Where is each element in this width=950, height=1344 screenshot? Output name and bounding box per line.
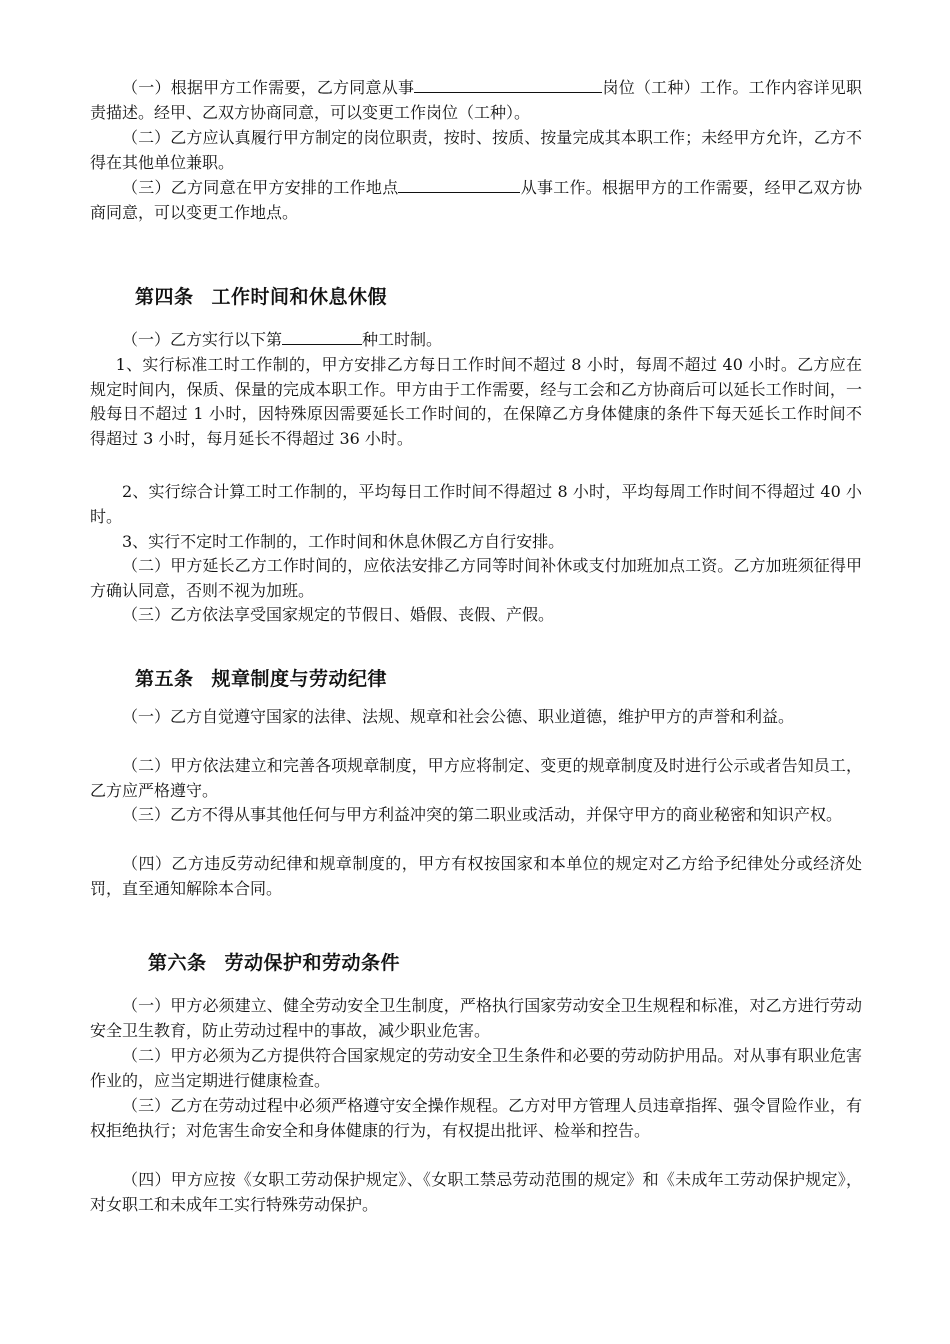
article-title: 劳动保护和劳动条件 — [224, 952, 401, 974]
clause-text: 种工时制。 — [362, 330, 443, 349]
article-4-heading — [135, 282, 387, 309]
article-5-clause-2: （二）甲方依法建立和完善各项规章制度，甲方应将制定、变更的规章制度及时进行公示或者告知员工，乙方应严格遵守。 — [90, 756, 862, 800]
article-6-clause-2: （二）甲方必须为乙方提供符合国家规定的劳动安全卫生条件和必要的劳动防护用品。对从事有职业危害作业的，应当定期进行健康检查。 — [90, 1046, 862, 1090]
article-4-standard-hours: 1、实行标准工时工作制的，甲方安排乙方每日工作时间不超过 8 小时，每周不超过 40 小时。乙方应在规定时间内，保质、保量的完成本职工作。甲方由于工作需要，经与工会和乙方协商后可以延长工作时间，一般每日不超过 1 小时，因特殊原因需要延长工作时间的，在保障乙方身体健康的条件下每天延长工作时间不得超过 3 小时，每月延长不得超过 36 小时。 — [90, 355, 862, 448]
article-5-clause-3: （三）乙方不得从事其他任何与甲方利益冲突的第二职业或活动，并保守甲方的商业秘密和知识产权。 — [122, 805, 843, 824]
article-number: 第六条 — [148, 952, 207, 974]
article-5-clause-4: （四）乙方违反劳动纪律和规章制度的，甲方有权按国家和本单位的规定对乙方给予纪律处分或经济处罚，直至通知解除本合同。 — [90, 854, 862, 898]
article-4-clause-3: （三）乙方依法享受国家规定的节假日、婚假、丧假、产假。 — [122, 605, 555, 624]
article-4-comprehensive-hours: 2、实行综合计算工时工作制的，平均每日工作时间不得超过 8 小时，平均每周工作时间不得超过 40 小时。 — [90, 482, 862, 526]
clause-text: （一）根据甲方工作需要，乙方同意从事 — [122, 78, 415, 97]
article-title: 工作时间和休息休假 — [211, 286, 388, 308]
work-location-blank — [398, 176, 520, 193]
article-6-clause-1: （一）甲方必须建立、健全劳动安全卫生制度，严格执行国家劳动安全卫生规程和标准，对乙方进行劳动安全卫生教育，防止劳动过程中的事故，减少职业危害。 — [90, 996, 862, 1040]
hours-system-blank — [282, 328, 362, 345]
article-title: 规章制度与劳动纪律 — [211, 668, 388, 690]
article-number: 第五条 — [135, 668, 194, 690]
article-6-clause-3: （三）乙方在劳动过程中必须严格遵守安全操作规程。乙方对甲方管理人员违章指挥、强令冒险作业，有权拒绝执行；对危害生命安全和身体健康的行为，有权提出批评、检举和控告。 — [90, 1096, 862, 1140]
clause-job-position — [90, 76, 862, 125]
article-4-clause-1 — [90, 328, 862, 353]
clause-text: 从事工作。根据甲方的工作需要，经甲乙双方协商同意，可以变更工作地点。 — [90, 178, 862, 222]
clause-text: 岗位（工种）工作。工作内容详见职责描述。经甲、乙双方协商同意，可以变更工作岗位（工种）。 — [90, 78, 862, 122]
article-5-heading — [135, 664, 387, 691]
clause-text: （三）乙方同意在甲方安排的工作地点 — [122, 178, 399, 197]
article-6-clause-4: （四）甲方应按《女职工劳动保护规定》、《女职工禁忌劳动范围的规定》和《未成年工劳动保护规定》，对女职工和未成年工实行特殊劳动保护。 — [90, 1170, 862, 1214]
clause-text: （一）乙方实行以下第 — [122, 330, 283, 349]
job-position-blank — [414, 76, 602, 93]
article-5-clause-1: （一）乙方自觉遵守国家的法律、法规、规章和社会公德、职业道德，维护甲方的声誉和利益。 — [122, 707, 795, 726]
clause-duties: （二）乙方应认真履行甲方制定的岗位职责，按时、按质、按量完成其本职工作；未经甲方允许，乙方不得在其他单位兼职。 — [90, 128, 862, 172]
article-4-clause-2: （二）甲方延长乙方工作时间的，应依法安排乙方同等时间补休或支付加班加点工资。乙方加班须征得甲方确认同意，否则不视为加班。 — [90, 556, 862, 600]
article-number: 第四条 — [135, 286, 194, 308]
article-6-heading — [148, 948, 400, 975]
clause-work-location — [90, 176, 862, 225]
article-4-flexible-hours: 3、实行不定时工作制的，工作时间和休息休假乙方自行安排。 — [122, 532, 565, 551]
